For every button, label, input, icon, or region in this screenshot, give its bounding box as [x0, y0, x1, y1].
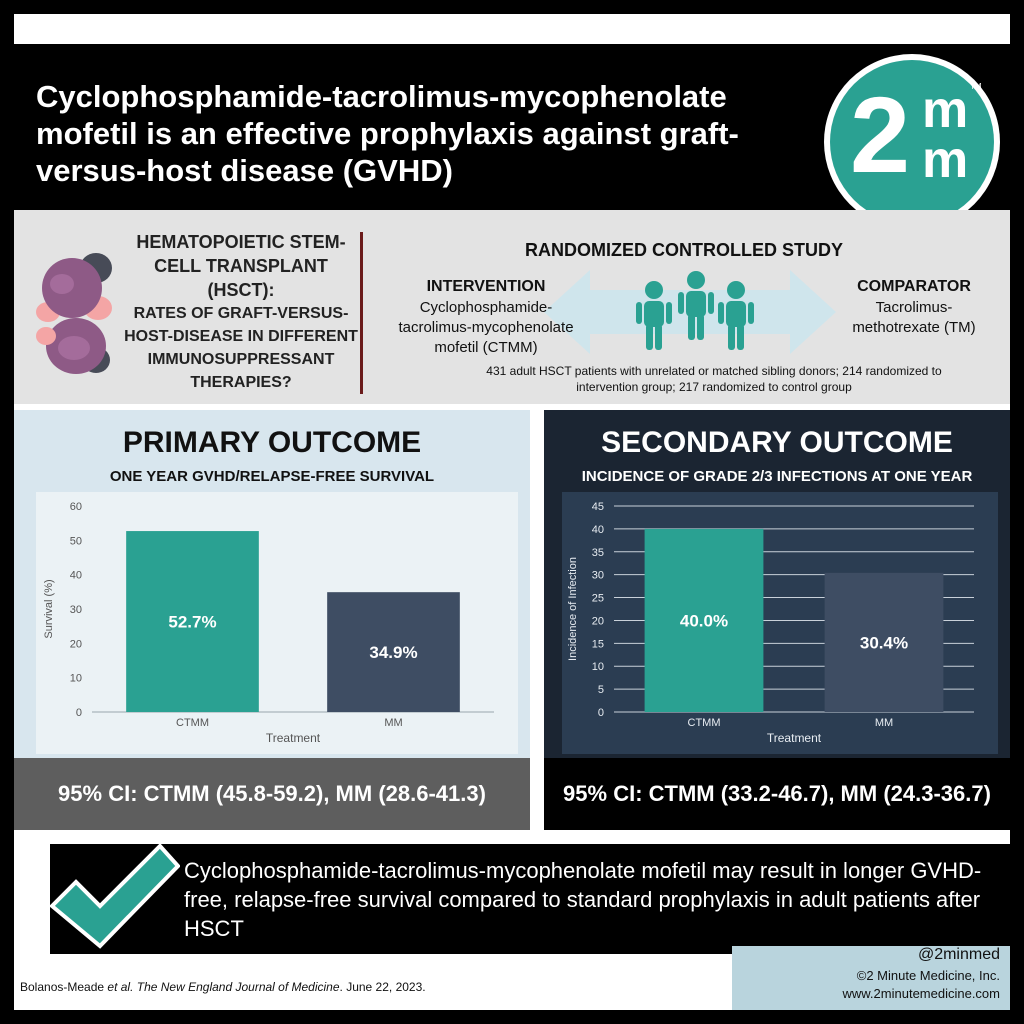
website-link[interactable]: www.2minutemedicine.com: [842, 986, 1000, 1001]
conclusion-box: [50, 844, 1010, 954]
y-tick-label: 50: [69, 535, 82, 548]
citation-date: . June 22, 2023.: [339, 980, 426, 994]
question-heading: HEMATOPOIETIC STEM-CELL TRANSPLANT (HSCT):: [136, 232, 346, 300]
social-box: [732, 946, 1010, 1010]
study-heading: RANDOMIZED CONTROLLED STUDY: [525, 240, 843, 260]
y-tick-label: 60: [69, 501, 82, 513]
y-tick-label: 40: [69, 569, 82, 582]
logo-letter-bottom: m: [922, 131, 969, 189]
citation: [20, 980, 426, 994]
intervention-text: Cyclophosphamide-tacrolimus-mycophenolate mofetil (CTMM): [398, 299, 574, 356]
y-tick-label: 35: [591, 546, 604, 559]
study-question: [122, 230, 360, 394]
secondary-outcome-panel: [544, 410, 1010, 830]
y-tick-label: 25: [591, 592, 604, 605]
blood-cells-icon: [36, 250, 116, 380]
y-tick-label: 45: [591, 501, 604, 513]
y-axis-title: Survival (%): [43, 579, 55, 639]
secondary-outcome-chart: [562, 492, 998, 754]
y-tick-label: 30: [591, 569, 604, 582]
question-text: RATES OF GRAFT-VERSUS-HOST-DISEASE IN DIFFERENT IMMUNOSUPPRESSANT THERAPIES?: [124, 305, 358, 391]
comparator-label: COMPARATOR: [857, 278, 971, 295]
logo-letter-top: m: [922, 81, 969, 139]
primary-outcome-subtitle: ONE YEAR GVHD/RELAPSE-FREE SURVIVAL: [109, 468, 435, 485]
study-population-note: 431 adult HSCT patients with unrelated or matched sibling donors; 214 randomized to intervention group; 217 randomized to control group: [486, 364, 942, 394]
y-tick-label: 10: [591, 661, 604, 674]
x-tick-label: MM: [874, 717, 894, 729]
study-overview: [14, 210, 1010, 404]
infographic: [14, 14, 1010, 1010]
x-tick-label: CTMM: [176, 717, 209, 729]
y-axis-title: Incidence of Infection: [567, 557, 579, 661]
citation-etal: et al.: [107, 980, 134, 994]
conclusion-text: Cyclophosphamide-tacrolimus-mycophenolate mofetil may result in longer GVHD-free, relapse-free survival compared to standard prophylaxis in adult patients after HSCT: [184, 858, 982, 941]
y-tick-label: 10: [69, 672, 82, 685]
comparator-text: Tacrolimus-methotrexate (TM): [852, 299, 976, 336]
bar-value-label: 30.4%: [859, 633, 909, 653]
logo-trademark: TM: [970, 82, 982, 91]
bar-value-label: 40.0%: [679, 611, 729, 631]
secondary-outcome-title: SECONDARY OUTCOME: [601, 426, 953, 459]
logo-digit: 2: [850, 74, 911, 195]
logo-circle: [830, 60, 994, 224]
secondary-outcome-subtitle: INCIDENCE OF GRADE 2/3 INFECTIONS AT ONE YEAR: [581, 468, 973, 485]
secondary-confidence-interval: 95% CI: CTMM (33.2-46.7), MM (24.3-36.7): [544, 758, 1010, 830]
primary-confidence-interval: 95% CI: CTMM (45.8-59.2), MM (28.6-41.3): [14, 758, 530, 830]
intervention-label: INTERVENTION: [426, 278, 546, 295]
primary-outcome-title: PRIMARY OUTCOME: [122, 426, 422, 459]
y-tick-label: 20: [69, 638, 82, 651]
y-tick-label: 15: [591, 638, 604, 651]
secondary-chart-area: [562, 492, 998, 754]
y-tick-label: 0: [75, 707, 82, 719]
twitter-handle[interactable]: @2minmed: [917, 946, 1000, 963]
header: [14, 44, 1010, 210]
y-tick-label: 0: [597, 707, 604, 719]
x-axis-title: Treatment: [766, 731, 822, 745]
bar-value-label: 34.9%: [369, 643, 418, 663]
brand-logo: [824, 54, 1000, 230]
primary-outcome-chart: [36, 492, 518, 754]
citation-journal: The New England Journal of Medicine: [136, 980, 340, 994]
x-tick-label: MM: [384, 717, 403, 729]
patients-icon: [636, 271, 754, 350]
citation-authors: Bolanos-Meade: [20, 980, 108, 994]
x-tick-label: CTMM: [687, 717, 721, 729]
company-name: ©2 Minute Medicine, Inc.: [856, 968, 1000, 983]
y-tick-label: 5: [597, 684, 604, 697]
y-tick-label: 30: [69, 604, 82, 616]
vertical-divider: [360, 232, 363, 394]
y-tick-label: 20: [591, 615, 604, 628]
checkmark-icon: [50, 844, 180, 954]
x-axis-title: Treatment: [265, 731, 321, 745]
bar-value-label: 52.7%: [168, 612, 217, 632]
page-title: Cyclophosphamide-tacrolimus-mycophenolate mofetil is an effective prophylaxis against graft-versus-host disease (GVHD): [36, 79, 739, 188]
primary-outcome-panel: [14, 410, 530, 830]
y-tick-label: 40: [591, 523, 604, 536]
primary-chart-area: [36, 492, 518, 754]
